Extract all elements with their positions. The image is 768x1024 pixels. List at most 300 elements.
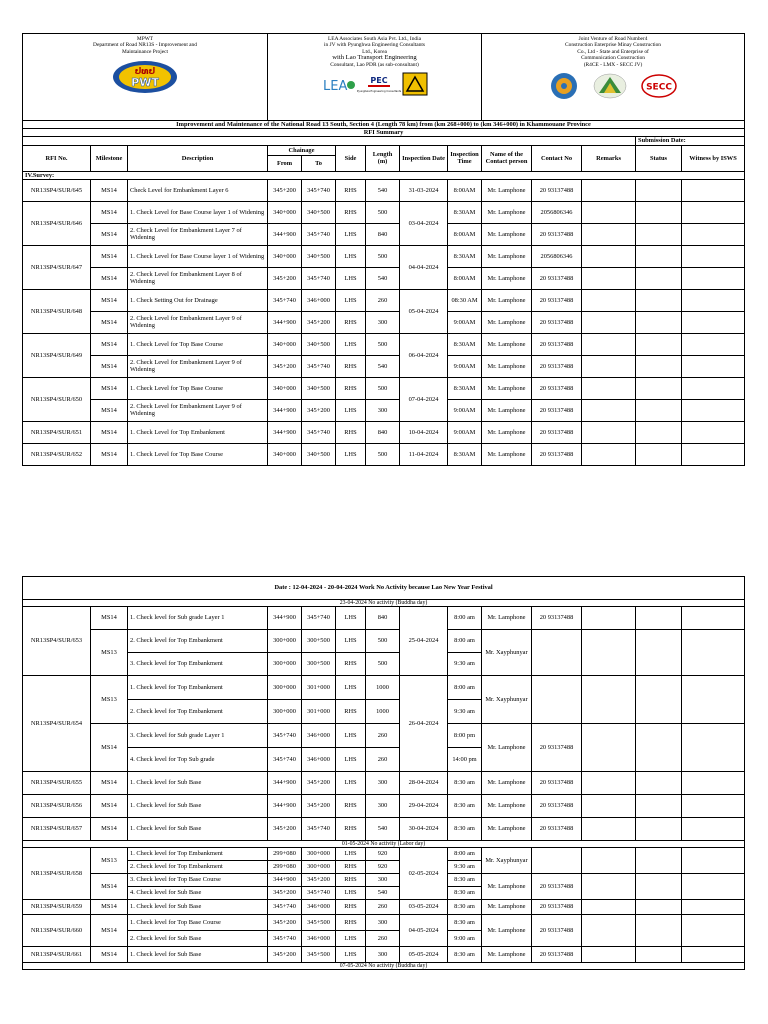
- inspection-time: 8:30 am: [448, 947, 482, 963]
- contact-person: Mr. Lamphone: [482, 900, 532, 915]
- table-row: [23, 443, 745, 465]
- contact-no: 20 93137488: [532, 724, 582, 772]
- contact-no: 20 93137488: [532, 607, 582, 630]
- description: 2. Check level for Top Embankment: [128, 700, 268, 724]
- remarks: [582, 915, 636, 947]
- col-witness: Witness by ISWS: [682, 145, 745, 171]
- length: 260: [366, 289, 400, 311]
- inspection-time: 8:00 am: [448, 848, 482, 861]
- milestone: MS14: [91, 947, 128, 963]
- contact-person: Mr. Lamphone: [482, 874, 532, 900]
- side: RHS: [336, 653, 366, 676]
- status: [636, 772, 682, 795]
- rfi-no: NR13SP4/SUR/656: [23, 795, 91, 818]
- milestone: MS14: [91, 289, 128, 311]
- contact-person: Mr. Lamphone: [482, 289, 532, 311]
- contact-no: 2056806346: [532, 201, 582, 223]
- contact-person: Mr. Lamphone: [482, 267, 532, 289]
- svg-text:PEC: PEC: [369, 76, 388, 86]
- description: 1. Check level for Sub Base: [128, 772, 268, 795]
- rfi-no: NR13SP4/SUR/657: [23, 818, 91, 841]
- pwt-logo-icon: [112, 59, 178, 95]
- length: 300: [366, 947, 400, 963]
- milestone: MS13: [91, 848, 128, 874]
- inspection-time: 8:30 am: [448, 915, 482, 931]
- contact-person: Mr. Lamphone: [482, 772, 532, 795]
- inspection-time: 8:00AM: [448, 179, 482, 201]
- chainage-to: 345+740: [302, 607, 336, 630]
- inspection-time: 8:00AM: [448, 267, 482, 289]
- inspection-time: 8:30 am: [448, 874, 482, 887]
- side: LHS: [336, 676, 366, 700]
- table-row: [23, 795, 745, 818]
- status: [636, 399, 682, 421]
- chainage-to: 346+000: [302, 900, 336, 915]
- chainage-to: 345+200: [302, 772, 336, 795]
- inspection-date: 10-04-2024: [400, 421, 448, 443]
- note-labor-day: 01-05-2024 No activity (Labor day): [23, 841, 745, 848]
- remarks: [582, 724, 636, 772]
- description: 3. Check level for Top Base Course: [128, 874, 268, 887]
- milestone: MS14: [91, 915, 128, 947]
- chainage-from: 344+900: [268, 399, 302, 421]
- inspection-date: 30-04-2024: [400, 818, 448, 841]
- rfi-summary-table: [22, 33, 745, 466]
- inspection-date: 02-05-2024: [400, 848, 448, 900]
- side: LHS: [336, 607, 366, 630]
- chainage-from: 345+200: [268, 267, 302, 289]
- status: [636, 443, 682, 465]
- inspection-time: 8:00AM: [448, 223, 482, 245]
- inspection-time: 8:30AM: [448, 245, 482, 267]
- holiday-note: Date : 12-04-2024 - 20-04-2024 Work No Activity because Lao New Year Festival: [23, 577, 745, 600]
- chainage-from: 345+200: [268, 355, 302, 377]
- inspection-time: 8:00 pm: [448, 724, 482, 748]
- length: 260: [366, 900, 400, 915]
- length: 260: [366, 931, 400, 947]
- length: 300: [366, 795, 400, 818]
- witness: [682, 377, 745, 399]
- inspection-time: 9:00 am: [448, 931, 482, 947]
- chainage-from: 345+740: [268, 900, 302, 915]
- contact-person: Mr. Lamphone: [482, 443, 532, 465]
- description: 1. Check Level for Top Base Course: [128, 443, 268, 465]
- status: [636, 333, 682, 355]
- length: 840: [366, 421, 400, 443]
- inspection-time: 8:00 am: [448, 630, 482, 653]
- lmx-logo-icon: [593, 73, 627, 99]
- chainage-to: 345+740: [302, 887, 336, 900]
- inspection-date: 11-04-2024: [400, 443, 448, 465]
- description: 1. Check level for Sub Base: [128, 947, 268, 963]
- table-row: [23, 772, 745, 795]
- side: RHS: [336, 795, 366, 818]
- svg-text:ປທປ: ປທປ: [134, 67, 156, 78]
- inspection-time: 8:00 am: [448, 676, 482, 700]
- side: RHS: [336, 700, 366, 724]
- contact-no: 20 93137488: [532, 443, 582, 465]
- inspection-time: 8:30AM: [448, 443, 482, 465]
- chainage-from: 345+740: [268, 748, 302, 772]
- contact-person: Mr. Xayphunyar: [482, 630, 532, 676]
- length: 840: [366, 607, 400, 630]
- lte-logo-icon: [402, 72, 428, 96]
- description: 1. Check level for Sub Base: [128, 795, 268, 818]
- inspection-time: 8:30 am: [448, 772, 482, 795]
- status: [636, 848, 682, 874]
- col-chainage: Chainage: [268, 145, 336, 155]
- col-contact-no: Contact No: [532, 145, 582, 171]
- inspection-date: 31-03-2024: [400, 179, 448, 201]
- witness: [682, 915, 745, 947]
- witness: [682, 443, 745, 465]
- contact-person: Mr. Xayphunyar: [482, 848, 532, 874]
- svg-text:SECC: SECC: [646, 82, 672, 93]
- rfi-no: NR13SP4/SUR/660: [23, 915, 91, 947]
- inspection-date: 05-04-2024: [400, 289, 448, 333]
- remarks: [582, 399, 636, 421]
- rfi-no: NR13SP4/SUR/659: [23, 900, 91, 915]
- rfi-no: NR13SP4/SUR/653: [23, 607, 91, 676]
- witness: [682, 399, 745, 421]
- milestone: MS14: [91, 179, 128, 201]
- chainage-from: 340+000: [268, 377, 302, 399]
- length: 500: [366, 333, 400, 355]
- description: 1. Check Level for Base Course layer 1 of Widening: [128, 245, 268, 267]
- status: [636, 915, 682, 947]
- milestone: MS14: [91, 355, 128, 377]
- description: 2. Check Level for Embankment Layer 9 of Widening: [128, 399, 268, 421]
- side: LHS: [336, 724, 366, 748]
- lea-logo-icon: [322, 73, 356, 95]
- status: [636, 355, 682, 377]
- milestone: MS14: [91, 223, 128, 245]
- chainage-to: 345+740: [302, 267, 336, 289]
- witness: [682, 223, 745, 245]
- remarks: [582, 355, 636, 377]
- chainage-from: 344+900: [268, 607, 302, 630]
- contact-no: 20 93137488: [532, 915, 582, 947]
- milestone: MS14: [91, 795, 128, 818]
- contact-person: Mr. Lamphone: [482, 399, 532, 421]
- chainage-to: 345+740: [302, 179, 336, 201]
- description: 1. Check level for Sub Base: [128, 900, 268, 915]
- side: LHS: [336, 887, 366, 900]
- inspection-time: 8:30AM: [448, 377, 482, 399]
- contact-no: 20 93137488: [532, 179, 582, 201]
- witness: [682, 676, 745, 724]
- description: 2. Check Level for Embankment Layer 9 of Widening: [128, 311, 268, 333]
- chainage-from: 300+000: [268, 676, 302, 700]
- rfi-no: NR13SP4/SUR/655: [23, 772, 91, 795]
- remarks: [582, 333, 636, 355]
- rfi-no: NR13SP4/SUR/652: [23, 443, 91, 465]
- chainage-from: 340+000: [268, 333, 302, 355]
- chainage-to: 340+500: [302, 245, 336, 267]
- chainage-to: 345+200: [302, 399, 336, 421]
- chainage-to: 300+000: [302, 848, 336, 861]
- length: 300: [366, 311, 400, 333]
- note-buddha-day-2: 07-05-2024 No activity (Buddha day): [23, 963, 745, 970]
- contact-person: Mr. Lamphone: [482, 201, 532, 223]
- chainage-to: 300+500: [302, 653, 336, 676]
- contact-no: 20 93137488: [532, 267, 582, 289]
- svg-text:LEA: LEA: [322, 79, 347, 95]
- description: 1. Check Level for Top Base Course: [128, 333, 268, 355]
- chainage-to: 345+200: [302, 874, 336, 887]
- inspection-date: 29-04-2024: [400, 795, 448, 818]
- description: 4. Check level for Sub Base: [128, 887, 268, 900]
- rfi-no: NR13SP4/SUR/648: [23, 289, 91, 333]
- remarks: [582, 818, 636, 841]
- witness: [682, 795, 745, 818]
- witness: [682, 421, 745, 443]
- inspection-time: 8:30 am: [448, 887, 482, 900]
- milestone: MS14: [91, 311, 128, 333]
- length: 300: [366, 874, 400, 887]
- page-1: [22, 33, 744, 466]
- rfi-summary-table-2: [22, 576, 745, 970]
- status: [636, 421, 682, 443]
- contact-no: 20 93137488: [532, 333, 582, 355]
- description: 2. Check level for Top Embankment: [128, 630, 268, 653]
- description: 1. Check Setting Out for Drainage: [128, 289, 268, 311]
- side: RHS: [336, 355, 366, 377]
- chainage-from: 300+000: [268, 630, 302, 653]
- col-milestone: Milestone: [91, 145, 128, 171]
- side: RHS: [336, 377, 366, 399]
- length: 840: [366, 223, 400, 245]
- status: [636, 874, 682, 900]
- length: 540: [366, 355, 400, 377]
- side: RHS: [336, 818, 366, 841]
- description: 1. Check Level for Top Base Course: [128, 377, 268, 399]
- chainage-from: 345+200: [268, 947, 302, 963]
- remarks: [582, 676, 636, 724]
- milestone: MS14: [91, 201, 128, 223]
- length: 300: [366, 915, 400, 931]
- col-status: Status: [636, 145, 682, 171]
- status: [636, 947, 682, 963]
- witness: [682, 848, 745, 874]
- milestone: MS14: [91, 377, 128, 399]
- chainage-to: 346+000: [302, 748, 336, 772]
- table-row: [23, 377, 745, 399]
- contact-no: 20 93137488: [532, 223, 582, 245]
- chainage-from: 340+000: [268, 245, 302, 267]
- inspection-time: 08:30 AM: [448, 289, 482, 311]
- description: 1. Check level for Top Embankment: [128, 676, 268, 700]
- description: 1. Check Level for Base Course layer 1 of Widening: [128, 201, 268, 223]
- rfi-no: NR13SP4/SUR/645: [23, 179, 91, 201]
- side: LHS: [336, 267, 366, 289]
- page-2: [22, 576, 744, 970]
- inspection-date: 06-04-2024: [400, 333, 448, 377]
- witness: [682, 818, 745, 841]
- status: [636, 900, 682, 915]
- side: RHS: [336, 311, 366, 333]
- witness: [682, 179, 745, 201]
- inspection-date: 26-04-2024: [400, 676, 448, 772]
- witness: [682, 201, 745, 223]
- inspection-date: 07-04-2024: [400, 377, 448, 421]
- contact-no: 20 93137488: [532, 874, 582, 900]
- remarks: [582, 179, 636, 201]
- inspection-time: 9:30 am: [448, 700, 482, 724]
- col-rfi: RFI No.: [23, 145, 91, 171]
- inspection-time: 9:00AM: [448, 355, 482, 377]
- length: 500: [366, 443, 400, 465]
- chainage-to: 345+200: [302, 311, 336, 333]
- table-row: [23, 201, 745, 223]
- witness: [682, 311, 745, 333]
- side: LHS: [336, 399, 366, 421]
- inspection-time: 9:30 am: [448, 861, 482, 874]
- description: 2. Check Level for Embankment Layer 8 of Widening: [128, 267, 268, 289]
- remarks: [582, 900, 636, 915]
- chainage-to: 345+740: [302, 355, 336, 377]
- witness: [682, 333, 745, 355]
- remarks: [582, 443, 636, 465]
- col-date: Inspection Date: [400, 145, 448, 171]
- contact-no: 20 93137488: [532, 355, 582, 377]
- witness: [682, 724, 745, 772]
- inspection-time: 9:00AM: [448, 421, 482, 443]
- remarks: [582, 848, 636, 874]
- contact-no: 20 93137488: [532, 377, 582, 399]
- rfi-no: NR13SP4/SUR/658: [23, 848, 91, 900]
- milestone: MS14: [91, 267, 128, 289]
- project-title: Improvement and Maintenance of the National Road 13 South, Section 4 (Length 78 km) from (km 268+000) to (km 346+000) in Khammouane Province: [23, 121, 745, 129]
- side: LHS: [336, 289, 366, 311]
- status: [636, 201, 682, 223]
- contact-person: Mr. Lamphone: [482, 311, 532, 333]
- milestone: MS14: [91, 818, 128, 841]
- contact-no: 2056806346: [532, 245, 582, 267]
- side: LHS: [336, 630, 366, 653]
- contact-no: 20 93137488: [532, 311, 582, 333]
- section-label: IV.Survey:: [23, 171, 745, 179]
- table-row: [23, 311, 745, 333]
- witness: [682, 947, 745, 963]
- witness: [682, 900, 745, 915]
- remarks: [582, 795, 636, 818]
- chainage-to: 345+200: [302, 795, 336, 818]
- inspection-time: 8:30AM: [448, 333, 482, 355]
- table-row: [23, 267, 745, 289]
- milestone: MS14: [91, 772, 128, 795]
- chainage-to: 301+000: [302, 700, 336, 724]
- side: RHS: [336, 421, 366, 443]
- description: 3. Check level for Sub grade Layer 1: [128, 724, 268, 748]
- length: 500: [366, 245, 400, 267]
- milestone: MS14: [91, 900, 128, 915]
- description: 1. Check level for Top Base Course: [128, 915, 268, 931]
- chainage-to: 300+000: [302, 861, 336, 874]
- header-jv: Joint Venture of Road Number4 Construction Enterprise Minay Construction Co., Ltd - State and Enterprise of Communication Construction (R4CE - LMX - SECC JV) SECC: [482, 34, 745, 121]
- milestone: MS14: [91, 443, 128, 465]
- rfi-no: NR13SP4/SUR/646: [23, 201, 91, 245]
- table-row: [23, 179, 745, 201]
- inspection-date: 25-04-2024: [400, 607, 448, 676]
- contact-no: 20 93137488: [532, 900, 582, 915]
- side: LHS: [336, 333, 366, 355]
- remarks: [582, 201, 636, 223]
- length: 500: [366, 630, 400, 653]
- inspection-time: 9:00AM: [448, 399, 482, 421]
- side: LHS: [336, 443, 366, 465]
- length: 920: [366, 848, 400, 861]
- chainage-from: 344+900: [268, 421, 302, 443]
- contact-no: 20 93137488: [532, 421, 582, 443]
- contact-person: Mr. Lamphone: [482, 724, 532, 772]
- chainage-from: 300+000: [268, 653, 302, 676]
- chainage-from: 340+000: [268, 201, 302, 223]
- length: 300: [366, 772, 400, 795]
- chainage-from: 345+740: [268, 289, 302, 311]
- contact-person: Mr. Xayphunyar: [482, 676, 532, 724]
- table-row: [23, 223, 745, 245]
- length: 500: [366, 653, 400, 676]
- length: 500: [366, 201, 400, 223]
- contact-no: 20 93137488: [532, 818, 582, 841]
- side: LHS: [336, 748, 366, 772]
- length: 300: [366, 399, 400, 421]
- table-row: [23, 355, 745, 377]
- rfi-no: NR13SP4/SUR/647: [23, 245, 91, 289]
- svg-text:PWT: PWT: [131, 76, 159, 90]
- remarks: [582, 245, 636, 267]
- contact-no: [532, 848, 582, 874]
- chainage-to: 346+000: [302, 289, 336, 311]
- status: [636, 676, 682, 724]
- witness: [682, 874, 745, 900]
- length: 540: [366, 179, 400, 201]
- inspection-time: 8:30 am: [448, 795, 482, 818]
- description: 1. Check level for Top Embankment: [128, 848, 268, 861]
- witness: [682, 607, 745, 630]
- inspection-time: 14:00 pm: [448, 748, 482, 772]
- contact-person: Mr. Lamphone: [482, 947, 532, 963]
- description: 2. Check Level for Embankment Layer 7 of Widening: [128, 223, 268, 245]
- remarks: [582, 772, 636, 795]
- table-row: [23, 289, 745, 311]
- chainage-to: 340+500: [302, 377, 336, 399]
- description: 1. Check level for Sub Base: [128, 818, 268, 841]
- inspection-date: 05-05-2024: [400, 947, 448, 963]
- description: 1. Check level for Sub grade Layer 1: [128, 607, 268, 630]
- chainage-from: 344+900: [268, 223, 302, 245]
- status: [636, 289, 682, 311]
- chainage-from: 345+200: [268, 915, 302, 931]
- milestone: MS14: [91, 724, 128, 772]
- pec-logo-icon: [356, 73, 401, 95]
- rfi-no: NR13SP4/SUR/650: [23, 377, 91, 421]
- chainage-from: 299+080: [268, 848, 302, 861]
- chainage-to: 301+000: [302, 676, 336, 700]
- side: LHS: [336, 245, 366, 267]
- inspection-time: 8:30 am: [448, 818, 482, 841]
- table-row: [23, 245, 745, 267]
- chainage-from: 344+900: [268, 795, 302, 818]
- status: [636, 311, 682, 333]
- contact-no: 20 93137488: [532, 399, 582, 421]
- remarks: [582, 223, 636, 245]
- chainage-from: 300+000: [268, 700, 302, 724]
- chainage-to: 346+000: [302, 724, 336, 748]
- side: RHS: [336, 861, 366, 874]
- remarks: [582, 377, 636, 399]
